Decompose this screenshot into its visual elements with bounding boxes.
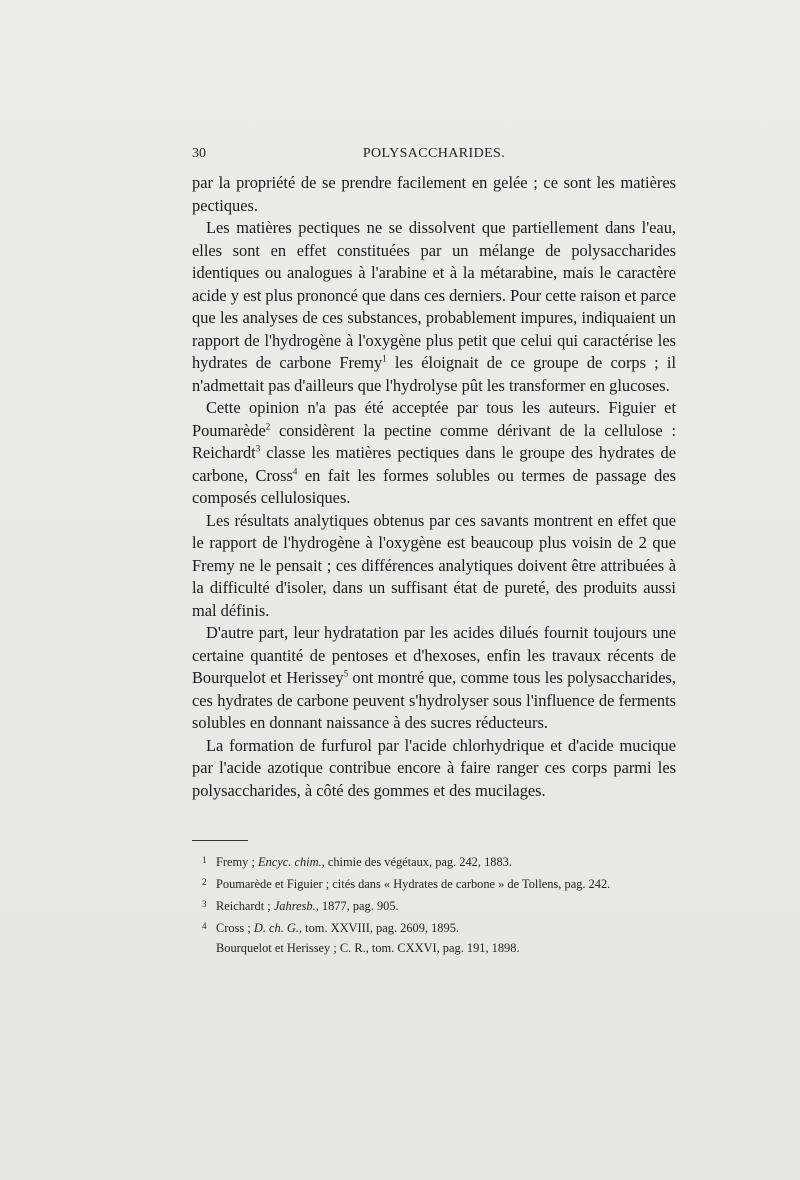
paragraph-2: Les matières pectiques ne se dissolvent que partiellement dans l'eau, elles sont en effet constituées par un mélange de polysaccharides identiques ou analogues à l'arabine et à la métarabine, mais le caractère acide y est plus prononcé que dans ces derniers. Pour cette raison et parce que les analyses de ces substances, probablement impures, indiquaient un rapport de l'hydrogène à l'oxygène plus petit que celui qui caractérise les hydrates de carbone Fremy$^1$ les éloignait de ce groupe de corps ; il n'admettait pas d'ailleurs que l'hydrolyse pût les transformer en glucoses. bbox=[192, 218, 676, 395]
paragraph-4: Les résultats analytiques obtenus par ces savants montrent en effet que le rapport de l'hydrogène à l'oxygène est beaucoup plus voisin de 2 que Fremy ne le pensait ; ces différences analytiques doivent être attribuées à la difficulté d'isoler, dans un suffisant état de pureté, des produits aussi mal définis. bbox=[192, 510, 676, 620]
footnote-ref-2[interactable]: 2 bbox=[265, 421, 271, 432]
page-number: 30 bbox=[192, 146, 206, 161]
footnote-ref-4[interactable]: 4 bbox=[292, 466, 298, 477]
footnote-ref-5[interactable]: 5 bbox=[343, 668, 349, 679]
footnote-2: 2 Poumarède et Figuier ; cités dans « Hydrates de carbone » de Tollens, pag. 242. bbox=[202, 872, 676, 894]
body-text bbox=[192, 172, 676, 802]
footnotes bbox=[202, 850, 676, 958]
footnote-1: 1 Fremy ; Encyc. chim., chimie des végétaux, pag. 242, 1883. bbox=[202, 850, 676, 872]
footnote-ref-3[interactable]: 3 bbox=[255, 443, 261, 454]
running-title: POLYSACCHARIDES. bbox=[362, 146, 506, 161]
page-header bbox=[192, 146, 676, 166]
footnote-mark: 1 bbox=[202, 855, 207, 865]
footnote-mark: 2 bbox=[202, 877, 207, 887]
paragraph-3: Cette opinion n'a pas été acceptée par tous les auteurs. Figuier et Poumarède$^2$ considèrent la pectine comme dérivant de la cellulose : Reichardt$^3$ classe les matières pectiques dans le groupe des hydrates de carbone, Cross$^4$ en fait les formes solubles ou termes de passage des composés cellulosiques. bbox=[192, 398, 676, 507]
footnote-ref-1[interactable]: 1 bbox=[382, 353, 387, 364]
footnote-divider bbox=[192, 840, 248, 841]
footnote-5: Bourquelot et Herissey ; C. R., tom. CXXVI, pag. 191, 1898. bbox=[216, 941, 520, 955]
footnote-3: 3 Reichardt ; Jahresb., 1877, pag. 905. bbox=[202, 894, 676, 916]
paragraph-5: D'autre part, leur hydratation par les acides dilués fournit toujours une certaine quantité de pentoses et d'hexoses, enfin les travaux récents de Bourquelot et Herissey$^5$ ont montré que, comme tous les polysaccharides, ces hydrates de carbone peuvent s'hydrolyser sous l'influence de ferments solubles en donnant naissance à des sucres réducteurs. bbox=[192, 623, 676, 732]
footnote-mark: 3 bbox=[202, 899, 207, 909]
footnote-4: 4 Cross ; D. ch. G., tom. XXVIII, pag. 2609, 1895. bbox=[202, 916, 676, 938]
footnote-mark: 4 bbox=[202, 921, 207, 931]
paragraph-6: La formation de furfurol par l'acide chlorhydrique et d'acide mucique par l'acide azotique contribue encore à faire ranger ces corps parmi les polysaccharides, à côté des gommes et des mucilages. bbox=[192, 735, 676, 800]
paragraph-1: par la propriété de se prendre facilement en gelée ; ce sont les matières pectiques. bbox=[192, 173, 676, 215]
